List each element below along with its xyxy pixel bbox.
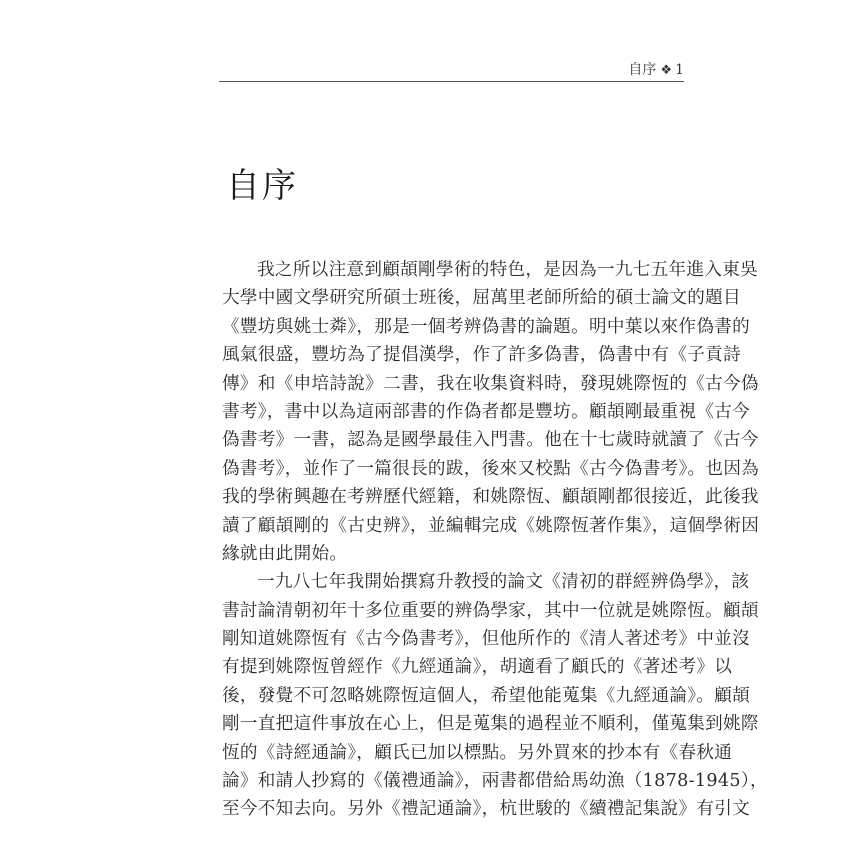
paragraph-2-line: 恆的《詩經通論》，顧氏已加以標點。另外買來的抄本有《春秋通 — [222, 742, 733, 763]
paragraph-2-line: 後，發覺不可忽略姚際恆這個人，希望他能蒐集《九經通論》。顧頡 — [222, 685, 751, 706]
paragraph-1-line: 大學中國文學研究所碩士班後，屈萬里老師所給的碩士論文的題目 — [222, 288, 741, 309]
paragraph-1-line: 傳》和《申培詩說》二書，我在收集資料時，發現姚際恆的《古今偽 — [222, 373, 759, 394]
paragraph-1-line: 偽書考》一書，認為是國學最佳入門書。他在十七歲時就讀了《古今 — [222, 430, 759, 451]
running-header — [219, 60, 684, 80]
header-rule — [219, 81, 684, 82]
running-header-title: 自序 — [628, 62, 657, 78]
paragraph-2-line: 一九八七年我開始撰寫升教授的論文《清初的群經辨偽學》，該 — [257, 572, 750, 593]
ornament-icon: ❖ — [660, 63, 673, 78]
paragraph-2-line: 論》和請人抄寫的《儀禮通論》，兩書都借給馬幼漁（1878-1945）， — [222, 771, 768, 792]
paragraph-1-line: 我之所以注意到顧頡剛學術的特色，是因為一九七五年進入東吳 — [257, 260, 759, 280]
paragraph-1-line: 書考》，書中以為這兩部書的作偽者都是豐坊。顧頡剛最重視《古今 — [222, 401, 751, 422]
paragraph-1-line: 我的學術興趣在考辨歷代經籍，和姚際恆、顧頡剛都很接近，此後我 — [222, 487, 759, 508]
body-text — [222, 256, 768, 824]
paragraph-2-line: 至今不知去向。另外《禮記通論》，杭世駿的《續禮記集說》有引文 — [222, 799, 751, 820]
paragraph-2-line: 書討論清朝初年十多位重要的辨偽學家，其中一位就是姚際恆。顧頡 — [222, 600, 759, 621]
paragraph-1-line: 風氣很盛，豐坊為了提倡漢學，作了許多偽書，偽書中有《子貢詩 — [222, 345, 741, 366]
page-number: 1 — [675, 62, 684, 78]
paragraph-1-line: 緣就由此開始。 — [222, 543, 348, 564]
paragraph-1-line: 偽書考》，並作了一篇很長的跋，後來又校點《古今偽書考》。也因為 — [222, 458, 760, 479]
paragraph-1-line: 《豐坊與姚士粦》，那是一個考辨偽書的論題。明中葉以來作偽書的 — [222, 316, 751, 337]
paragraph-2-line: 剛知道姚際恆有《古今偽書考》，但他所作的《清人著述考》中並沒 — [222, 629, 751, 650]
paragraph-2-line: 剛一直把這件事放在心上，但是蒐集的過程並不順利，僅蒐集到姚際 — [222, 714, 759, 735]
chapter-title: 自序 — [226, 166, 298, 206]
paragraph-2-line: 有提到姚際恆曾經作《九經通論》，胡適看了顧氏的《著述考》以 — [222, 657, 733, 678]
paragraph-1-line: 讀了顧頡剛的《古史辨》，並編輯完成《姚際恆著作集》，這個學術因 — [222, 515, 760, 536]
